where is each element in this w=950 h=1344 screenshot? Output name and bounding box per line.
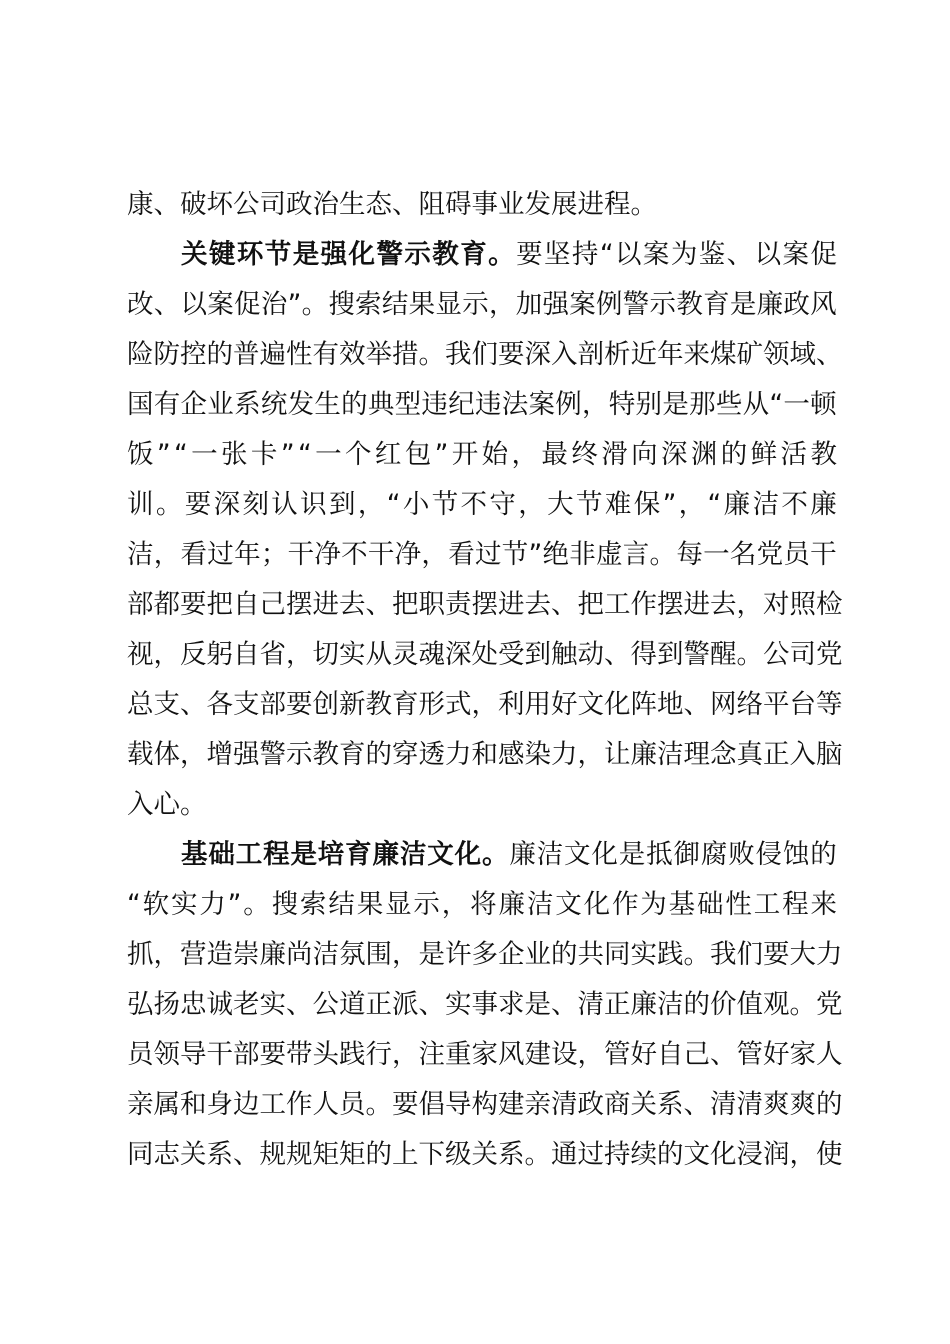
text-line: 亲 属 和 身 边 工 作 人 员 。 要 倡 导 构 建 亲 清 政 商 关 系 、 清 清 爽 爽 的	[127, 1089, 843, 1120]
text-line: 基 础 工 程 是 培 育 廉 洁 文 化 。 廉 洁 文 化 是 抵 御 腐 败 侵 蚀 的	[181, 839, 837, 870]
text-line: 弘 扬 忠 诚 老 实 、 公 道 正 派 、 实 事 求 是 、 清 正 廉 洁 的 价 值 观 。 党	[127, 989, 843, 1020]
text-line: 同 志 关 系 、 规 规 矩 矩 的 上 下 级 关 系 。 通 过 持 续 的 文 化 浸 润 ， 使	[127, 1139, 843, 1170]
text-line: 洁 ， 看 过 年 ； 干 净 不 干 净 ， 看 过 节 ” 绝 非 虚 言 。 每 一 名 党 员 干	[127, 539, 837, 570]
text-line: 险 防 控 的 普 遍 性 有 效 举 措 。 我 们 要 深 入 剖 析 近 年 来 煤 矿 领 域 、	[127, 339, 843, 370]
document-page	[127, 180, 843, 1180]
text-line: 员 领 导 干 部 要 带 头 践 行 ， 注 重 家 风 建 设 ， 管 好 自 己 、 管 好 家 人	[127, 1039, 843, 1070]
text-line: 入 心 。	[127, 789, 207, 820]
text-line: 关 键 环 节 是 强 化 警 示 教 育 。 要 坚 持 “ 以 案 为 鉴 、 以 案 促	[181, 239, 837, 270]
text-line: 国 有 企 业 系 统 发 生 的 典 型 违 纪 违 法 案 例 ， 特 别 是 那 些 从 “ 一 顿	[127, 389, 837, 420]
text-line: 总 支 、 各 支 部 要 创 新 教 育 形 式 ， 利 用 好 文 化 阵 地 、 网 络 平 台 等	[127, 689, 843, 720]
text-line: 载 体 ， 增 强 警 示 教 育 的 穿 透 力 和 感 染 力 ， 让 廉 洁 理 念 真 正 入 脑	[127, 739, 843, 770]
text-line: “ 软 实 力 ” 。 搜 索 结 果 显 示 ， 将 廉 洁 文 化 作 为 基 础 性 工 程 来	[127, 889, 837, 920]
text-line: 饭 ” “ 一 张 卡 ” “ 一 个 红 包 ” 开 始 ， 最 终 滑 向 深 渊 的 鲜 活 教	[127, 439, 837, 470]
text-line: 康 、 破 坏 公 司 政 治 生 态 、 阻 碍 事 业 发 展 进 程 。	[127, 189, 657, 220]
text-line: 训 。 要 深 刻 认 识 到 ， “ 小 节 不 守 ， 大 节 难 保 ” ， “ 廉 洁 不 廉	[127, 489, 837, 520]
text-line: 视 ， 反 躬 自 省 ， 切 实 从 灵 魂 深 处 受 到 触 动 、 得 到 警 醒 。 公 司 党	[127, 639, 843, 670]
text-line: 抓 ， 营 造 崇 廉 尚 洁 氛 围 ， 是 许 多 企 业 的 共 同 实 践 。 我 们 要 大 力	[127, 939, 843, 970]
text-line: 部 都 要 把 自 己 摆 进 去 、 把 职 责 摆 进 去 、 把 工 作 摆 进 去 ， 对 照 检	[127, 589, 843, 620]
text-line: 改 、 以 案 促 治 ” 。 搜 索 结 果 显 示 ， 加 强 案 例 警 示 教 育 是 廉 政 风	[127, 289, 837, 320]
